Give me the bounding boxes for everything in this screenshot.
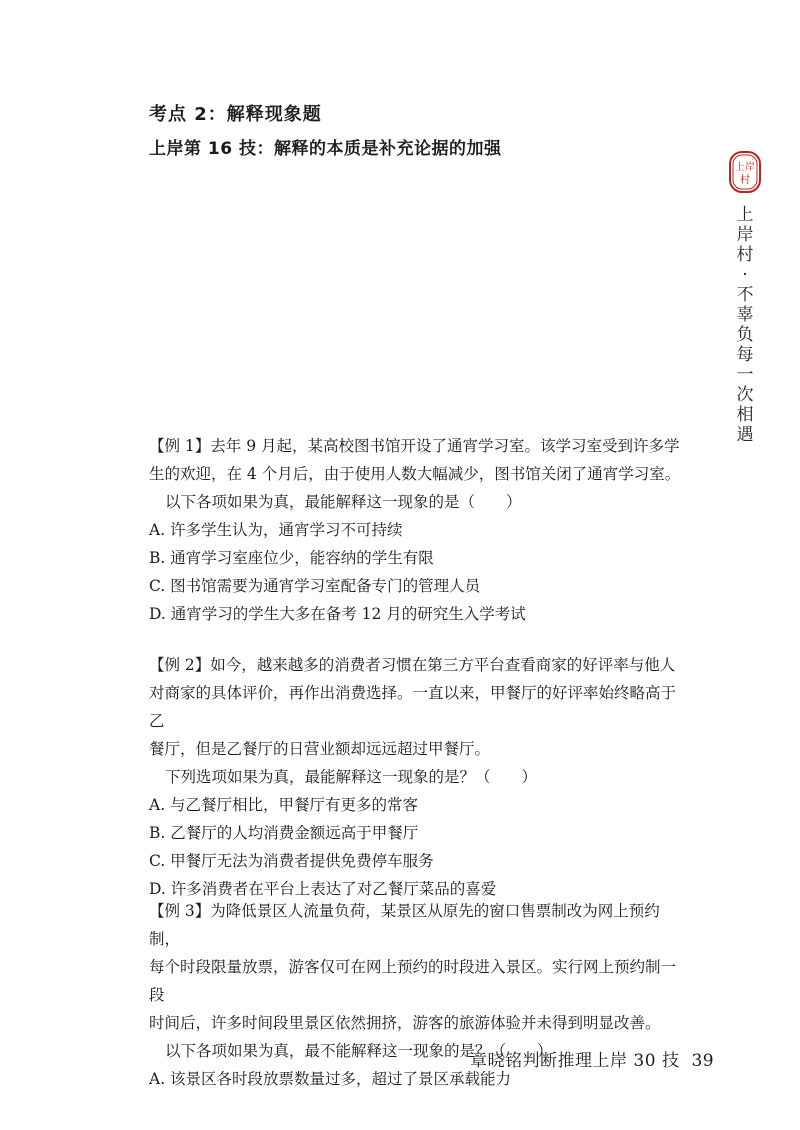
option-b: B. 通宵学习室座位少，能容纳的学生有限 <box>149 549 434 567</box>
example-1 <box>149 432 689 628</box>
example-stem-line: 生的欢迎，在 4 个月后，由于使用人数大幅减少，图书馆关闭了通宵学习室。 <box>149 465 681 483</box>
skill-title: 上岸第 16 技：解释的本质是补充论据的加强 <box>149 139 502 159</box>
option-c: C. 甲餐厅无法为消费者提供免费停车服务 <box>149 852 434 870</box>
option-a: A. 该景区各时段放票数量过多，超过了景区承载能力 <box>149 1070 512 1088</box>
book-title: 章晓铭判断推理上岸 30 技 <box>470 1051 680 1071</box>
page-number: 39 <box>691 1051 715 1071</box>
section-title: 考点 2：解释现象题 <box>149 104 322 125</box>
example-stem-line: 【例 1】去年 9 月起，某高校图书馆开设了通宵学习室。该学习室受到许多学 <box>149 437 680 455</box>
example-stem-line: 每个时段限量放票，游客仅可在网上预约的时段进入景区。实行网上预约制一段 <box>149 958 677 1004</box>
option-c: C. 图书馆需要为通宵学习室配备专门的管理人员 <box>149 577 481 595</box>
option-b: B. 乙餐厅的人均消费金额远高于甲餐厅 <box>149 824 419 842</box>
example-stem-line: 餐厅，但是乙餐厅的日营业额却远远超过甲餐厅。 <box>149 740 491 758</box>
option-a: A. 许多学生认为，通宵学习不可持续 <box>149 521 403 539</box>
example-2 <box>149 651 689 903</box>
svg-text:村: 村 <box>740 175 750 186</box>
option-a: A. 与乙餐厅相比，甲餐厅有更多的常客 <box>149 796 419 814</box>
page-footer <box>470 1046 714 1071</box>
example-question: 下列选项如果为真，最能解释这一现象的是？（ ） <box>165 768 538 786</box>
example-stem-line: 【例 3】为降低景区人流量负荷，某景区从原先的窗口售票制改为网上预约制， <box>149 902 660 948</box>
example-stem-line: 时间后，许多时间段里景区依然拥挤，游客的旅游体验并未得到明显改善。 <box>149 1014 661 1032</box>
svg-text:上岸: 上岸 <box>735 162 755 173</box>
example-stem-line: 对商家的具体评价，再作出消费选择。一直以来，甲餐厅的好评率始终略高于乙 <box>149 684 677 730</box>
option-d: D. 许多消费者在平台上表达了对乙餐厅菜品的喜爱 <box>149 880 497 898</box>
shangan-village-logo <box>728 150 762 194</box>
sidebar-vertical-text: 上岸村·不辜负每一次相遇 <box>736 205 754 445</box>
example-stem-line: 【例 2】如今，越来越多的消费者习惯在第三方平台查看商家的好评率与他人 <box>149 656 676 674</box>
example-question: 以下各项如果为真，最能解释这一现象的是（ ） <box>165 493 522 511</box>
option-d: D. 通宵学习的学生大多在备考 12 月的研究生入学考试 <box>149 605 526 623</box>
example-question: 以下各项如果为真，最不能解释这一现象的是？（ ） <box>165 1042 553 1060</box>
